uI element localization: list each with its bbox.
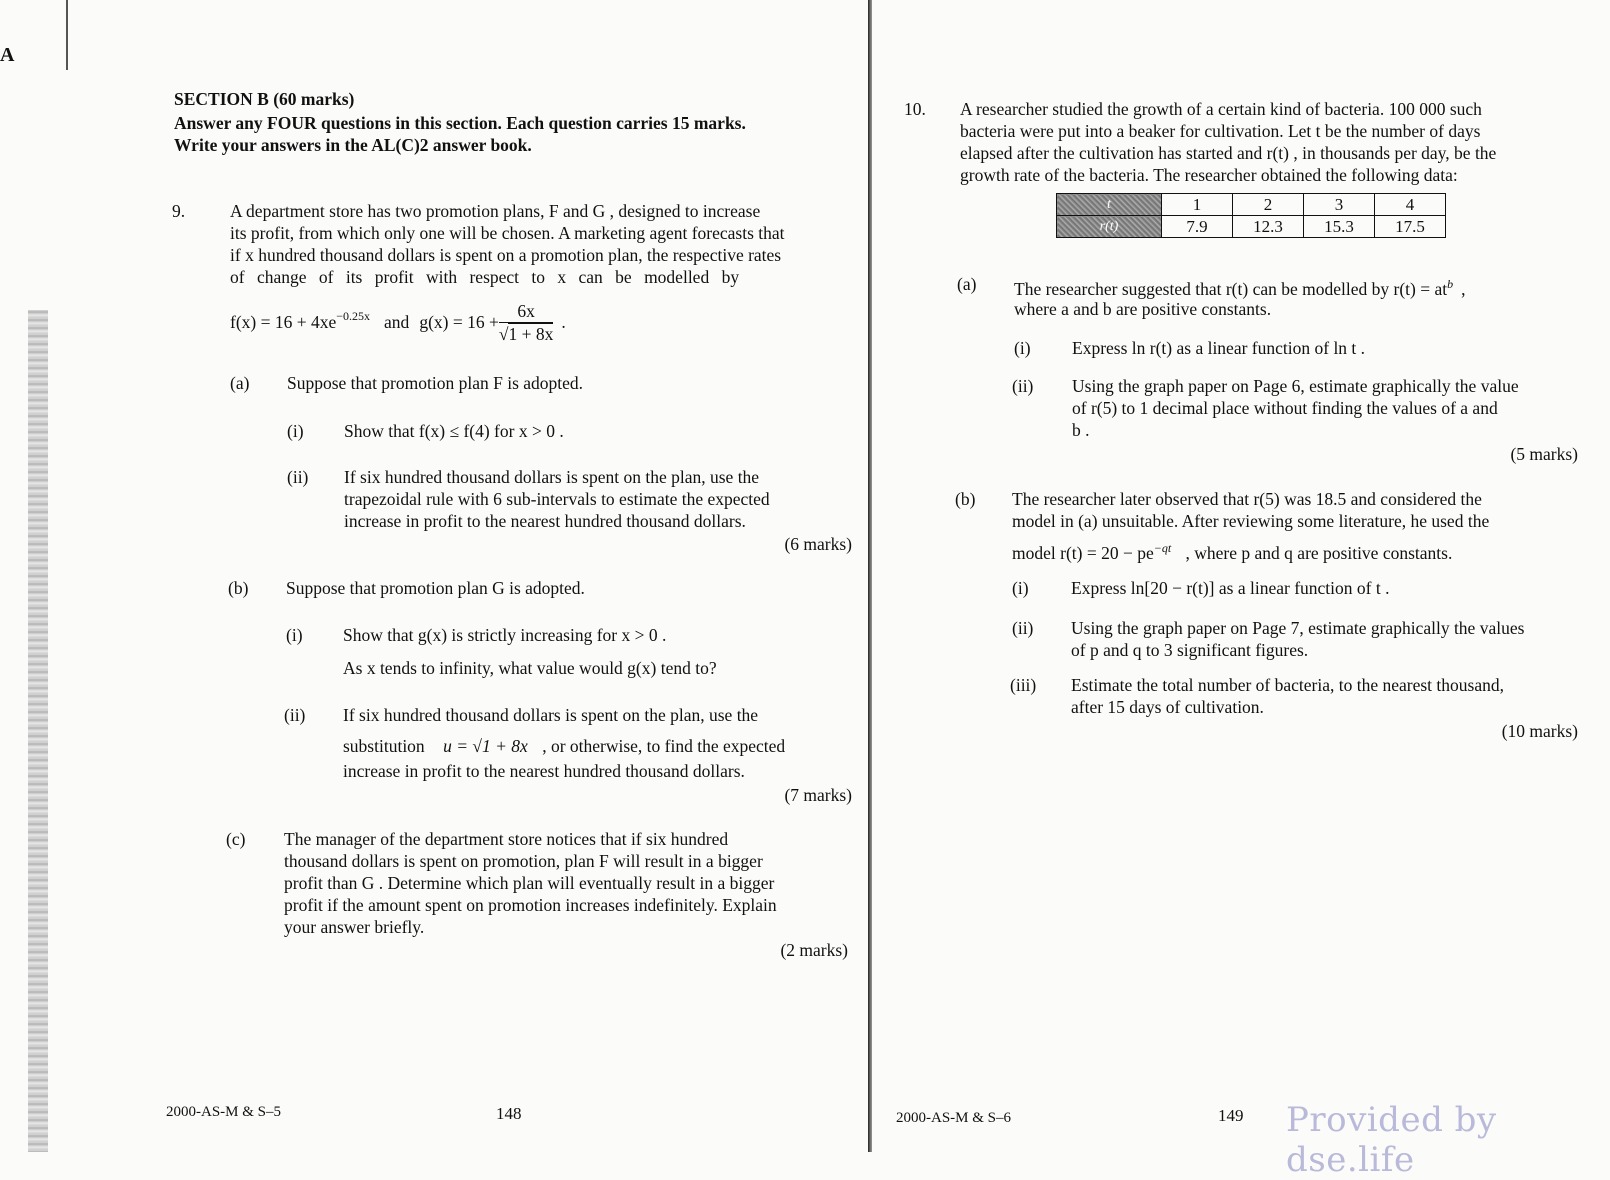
- q10-intro-line-2: bacteria were put into a beaker for cultivation. Let t be the number of days: [960, 121, 1481, 141]
- part-b-label: (b): [955, 489, 976, 509]
- part-b-ii-line-3: increase in profit to the nearest hundred thousand dollars.: [343, 761, 745, 781]
- question-number: 9.: [172, 201, 186, 221]
- part-b-line-1: The researcher later observed that r(5) was 18.5 and considered the: [1012, 489, 1482, 509]
- table-cell: 3: [1304, 194, 1375, 216]
- part-a-marks: (6 marks): [784, 534, 852, 554]
- substitution-word: substitution: [343, 736, 425, 756]
- table-row-t: [1057, 194, 1446, 216]
- part-b-ii-line-1: If six hundred thousand dollars is spent on the plan, use the: [343, 705, 759, 725]
- part-b-iii-line-2: after 15 days of cultivation.: [1071, 697, 1264, 717]
- question-number: 10.: [904, 99, 926, 119]
- exponent-b: b: [1447, 277, 1454, 291]
- part-a-ii-line-2: of r(5) to 1 decimal place without finding the values of a and: [1072, 398, 1498, 418]
- q10-intro-line-4: growth rate of the bacteria. The researcher obtained the following data:: [960, 165, 1458, 185]
- part-b-i-text: Show that g(x) is strictly increasing for x > 0 .: [343, 625, 667, 645]
- part-b-text: Suppose that promotion plan G is adopted.: [286, 578, 585, 598]
- part-b-marks: (10 marks): [1501, 721, 1578, 741]
- part-a-label: (a): [957, 274, 977, 294]
- section-instruction-2: Write your answers in the AL(C)2 answer book.: [174, 135, 532, 155]
- corner-mark: A: [0, 44, 15, 66]
- part-a-i-label: (i): [1014, 338, 1031, 358]
- section-title: SECTION B (60 marks): [174, 89, 355, 109]
- left-page-number: 148: [496, 1104, 522, 1123]
- part-a-ii-label: (ii): [1012, 376, 1034, 396]
- part-b-line-3: [1012, 537, 1452, 564]
- part-a-line-2: where a and b are positive constants.: [1014, 299, 1272, 319]
- part-a-i-label: (i): [287, 421, 304, 441]
- part-b-i-text-2: As x tends to infinity, what value would g(x) tend to?: [343, 658, 717, 678]
- part-c-line-5: your answer briefly.: [284, 917, 425, 937]
- q9-intro-line-1: A department store has two promotion plans, F and G , designed to increase: [230, 201, 761, 221]
- substitution-formula: u = √1 + 8x: [443, 736, 528, 756]
- part-a-marks: (5 marks): [1510, 444, 1578, 464]
- part-b-i-label: (i): [1012, 578, 1029, 598]
- table-cell: 2: [1233, 194, 1304, 216]
- part-a-text: Suppose that promotion plan F is adopted.: [287, 373, 584, 393]
- part-a-text: The researcher suggested that r(t) can be modelled by r(t) = at: [1014, 278, 1448, 299]
- left-footer-code: 2000-AS-M & S–5: [166, 1104, 282, 1120]
- part-b-label: (b): [228, 578, 249, 598]
- model-exponent: −qt: [1153, 541, 1172, 555]
- part-b-iii-line-1: Estimate the total number of bacteria, to the nearest thousand,: [1071, 675, 1504, 695]
- table-row-r: [1057, 216, 1446, 238]
- part-a-ii-line-3: b .: [1072, 420, 1090, 440]
- table-cell: 7.9: [1162, 216, 1233, 238]
- part-a-i-text: Express ln r(t) as a linear function of ln t .: [1072, 338, 1366, 358]
- part-a-ii-line-1: Using the graph paper on Page 6, estimate graphically the value: [1072, 376, 1519, 396]
- q10-intro-line-1: A researcher studied the growth of a certain kind of bacteria. 100 000 such: [960, 99, 1482, 119]
- part-b-i-label: (i): [286, 625, 303, 645]
- formula-end: .: [561, 312, 566, 332]
- watermark: Provided by dse.life: [1286, 1100, 1497, 1180]
- table-header-r: r(t): [1057, 216, 1162, 238]
- table-cell: 12.3: [1233, 216, 1304, 238]
- scan-binding-shadow: [28, 310, 48, 1152]
- substitution-rest: , or otherwise, to find the expected: [542, 736, 786, 756]
- part-c-label: (c): [226, 829, 246, 849]
- table-cell: 17.5: [1375, 216, 1446, 238]
- right-page-number: 149: [1218, 1106, 1244, 1125]
- part-a-ii-line-1: If six hundred thousand dollars is spent on the plan, use the: [344, 467, 760, 487]
- part-c-line-4: profit if the amount spent on promotion increases indefinitely. Explain: [284, 895, 777, 915]
- section-instruction-1: Answer any FOUR questions in this section. Each question carries 15 marks.: [174, 113, 746, 133]
- formula-g: g(x) = 16 +: [419, 312, 499, 332]
- part-b-marks: (7 marks): [784, 785, 852, 805]
- table-cell: 4: [1375, 194, 1446, 216]
- q9-intro-line-4: of change of its profit with respect to x can be modelled by: [230, 267, 740, 287]
- part-a-ii-line-3: increase in profit to the nearest hundred thousand dollars.: [344, 511, 746, 531]
- q9-intro-line-3: if x hundred thousand dollars is spent on a promotion plan, the respective rates: [230, 245, 782, 265]
- formula-and: and: [384, 312, 410, 332]
- part-c-line-2: thousand dollars is spent on promotion, plan F will result in a bigger: [284, 851, 763, 871]
- model-formula: model r(t) = 20 − pe: [1012, 542, 1154, 563]
- part-a-label: (a): [230, 373, 250, 393]
- part-b-ii-line-1: Using the graph paper on Page 7, estimate graphically the values: [1071, 618, 1525, 638]
- part-c-marks: (2 marks): [780, 940, 848, 960]
- part-c-line-3: profit than G . Determine which plan will eventually result in a bigger: [284, 873, 775, 893]
- part-a-line-1: [1014, 273, 1465, 300]
- formula-g-fraction: [499, 300, 553, 345]
- part-a-i-text: Show that f(x) ≤ f(4) for x > 0 .: [344, 421, 564, 441]
- table-header-t: t: [1057, 194, 1162, 216]
- right-footer-code: 2000-AS-M & S–6: [896, 1110, 1012, 1126]
- part-a-ii-label: (ii): [287, 467, 309, 487]
- part-b-ii-line-2: of p and q to 3 significant figures.: [1071, 640, 1309, 660]
- q9-formulas: [230, 292, 566, 352]
- part-b-i-text: Express ln[20 − r(t)] as a linear function of t .: [1071, 578, 1390, 598]
- table-cell: 1: [1162, 194, 1233, 216]
- q9-intro-line-2: its profit, from which only one will be chosen. A marketing agent forecasts that: [230, 223, 785, 243]
- formula-g-numerator: 6x: [499, 300, 553, 323]
- part-b-iii-label: (iii): [1010, 675, 1037, 695]
- formula-g-denominator: √1 + 8x: [498, 323, 554, 344]
- part-c-line-1: The manager of the department store notices that if six hundred: [284, 829, 729, 849]
- part-b-line-2: model in (a) unsuitable. After reviewing some literature, he used the: [1012, 511, 1490, 531]
- part-b-ii-line-2: [343, 735, 785, 757]
- page-divider: [868, 0, 872, 1152]
- part-b-ii-label: (ii): [284, 705, 306, 725]
- data-table: [1056, 193, 1446, 238]
- formula-f: f(x) = 16 + 4xe: [230, 312, 337, 332]
- model-rest: , where p and q are positive constants.: [1185, 542, 1453, 563]
- part-b-ii-label: (ii): [1012, 618, 1034, 638]
- formula-f-exponent: −0.25x: [336, 309, 371, 323]
- comma: ,: [1461, 278, 1466, 299]
- part-a-ii-line-2: trapezoidal rule with 6 sub-intervals to estimate the expected: [344, 489, 770, 509]
- q10-intro-line-3: elapsed after the cultivation has started and r(t) , in thousands per day, be the: [960, 143, 1497, 163]
- page-fold-mark: [66, 0, 68, 70]
- table-cell: 15.3: [1304, 216, 1375, 238]
